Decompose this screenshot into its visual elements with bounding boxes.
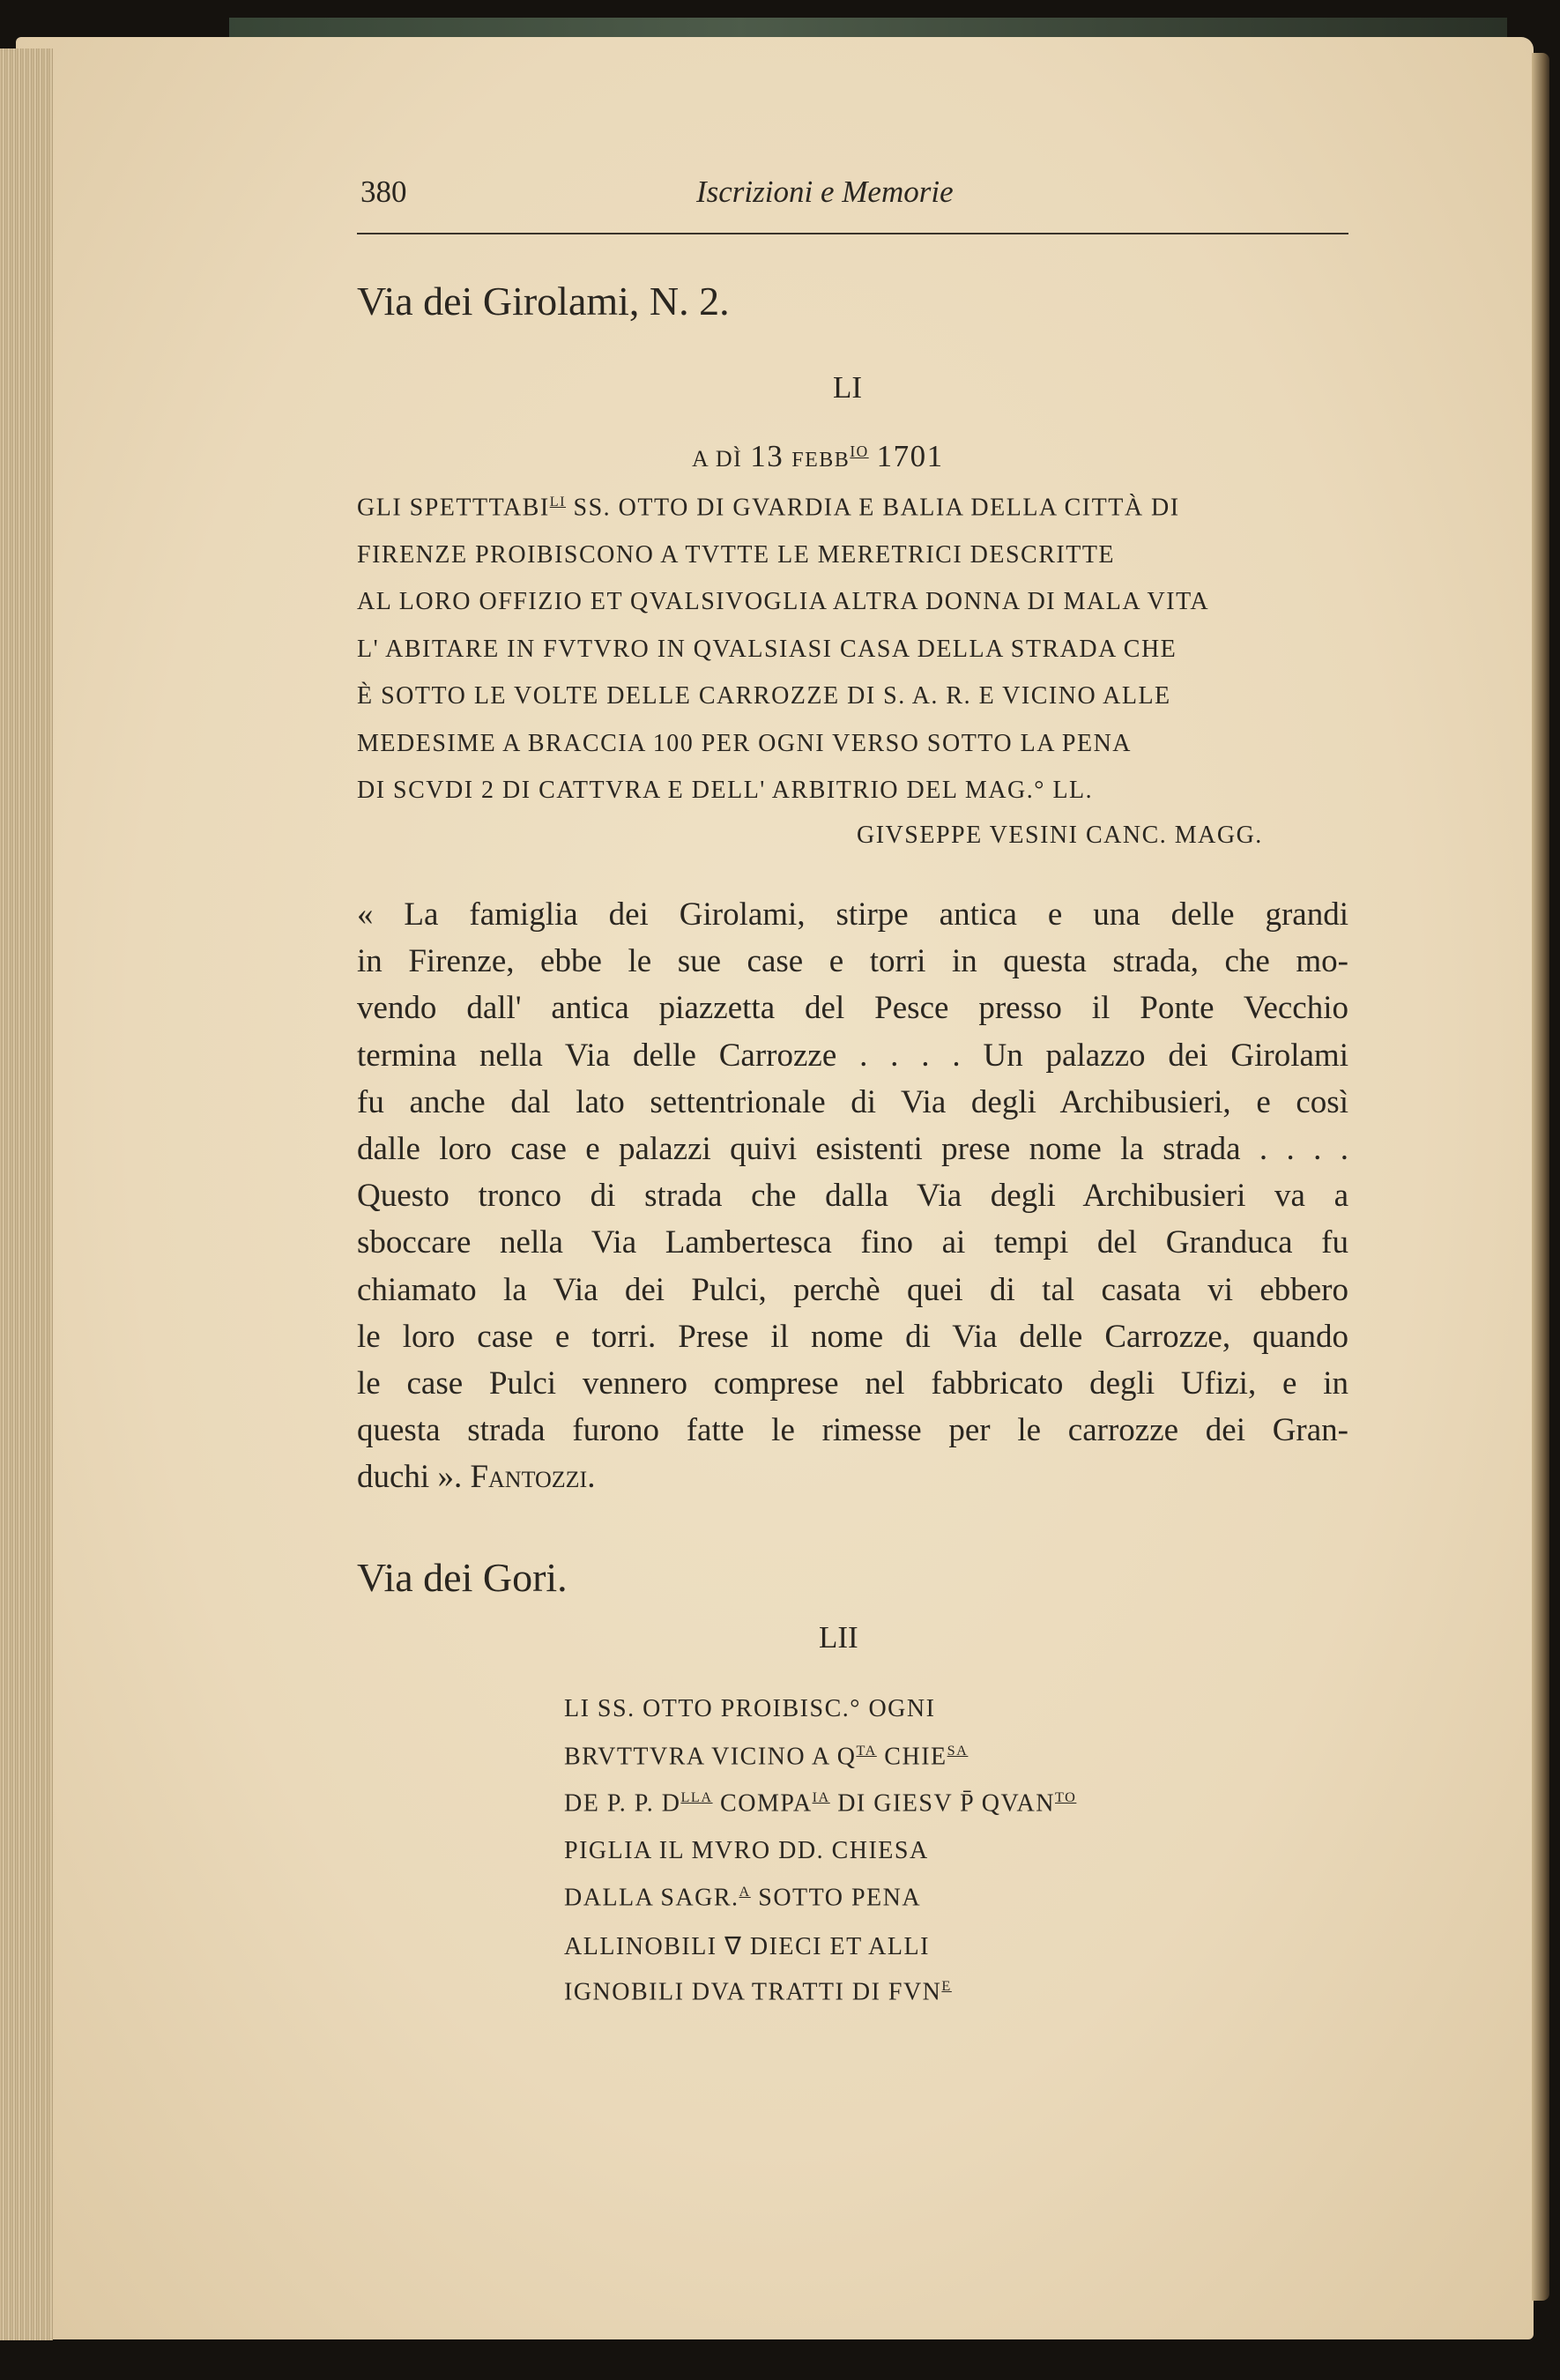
inscription-line	[357, 730, 1132, 758]
commentary-line: chiamato la Via dei Pulci, perchè quei di tal casata vi ebbero	[357, 1271, 1348, 1308]
running-head	[357, 167, 1348, 227]
inscription-text: ALLINOBILI ∇ DIECI ET ALLI	[564, 1932, 930, 1960]
inscription-text: DI SCVDI 2 DI CATTVRA E DELL' ARBITRIO DEL MAG.° LL.	[357, 777, 1094, 804]
inscription-text: CHIE	[876, 1742, 947, 1770]
date-month-sup: IO	[850, 443, 869, 460]
inscription-text: SS. OTTO DI GVARDIA E BALIA DELLA CITTÀ DI	[566, 494, 1180, 522]
superscript: E	[941, 1978, 952, 1994]
commentary-line: le case Pulci vennero comprese nel fabbricato degli Ufizi, e in	[357, 1365, 1348, 1402]
inscription-text: AL LORO OFFIZIO ET QVALSIVOGLIA ALTRA DONNA DI MALA VITA	[357, 588, 1210, 615]
page-number: 380	[360, 175, 407, 209]
inscription-line	[564, 1837, 929, 1865]
inscription-text: COMPA	[712, 1789, 813, 1818]
commentary-line: questa strada furono fatte le rimesse per le carrozze dei Gran-	[357, 1412, 1348, 1449]
inscription-line	[357, 682, 1171, 710]
page-edges-right	[1532, 53, 1549, 2301]
inscription-text: FIRENZE PROIBISCONO A TVTTE LE MERETRICI DESCRITTE	[357, 540, 1116, 569]
commentary-text: duchi ».	[357, 1459, 471, 1496]
commentary-line: Questo tronco di strada che dalla Via degli Archibusieri va a	[357, 1178, 1348, 1215]
inscription-line	[357, 777, 1093, 805]
inscription-line	[564, 1884, 921, 1912]
running-title: Iscrizioni e Memorie	[696, 175, 954, 209]
inscription-line	[357, 541, 1115, 569]
page-content	[357, 167, 1348, 2006]
inscription-line	[564, 1978, 952, 2006]
inscription-text: DI GIESV P̄ QVAN	[829, 1789, 1055, 1818]
commentary-last-line	[357, 1458, 1348, 1496]
inscription-text: DE P. P. D	[564, 1789, 681, 1818]
page-edges-left	[0, 48, 53, 2340]
inscription-line	[564, 1695, 935, 1723]
superscript: TO	[1055, 1789, 1077, 1805]
inscription-date	[692, 439, 944, 474]
inscription-signature: GIVSEPPE VESINI CANC. MAGG.	[857, 822, 1263, 849]
date-month: FEBB	[791, 449, 851, 472]
commentary-line: termina nella Via delle Carrozze . . . . Un palazzo dei Girolami	[357, 1037, 1348, 1074]
inscription-text: IGNOBILI DVA TRATTI DI FVN	[564, 1978, 942, 2006]
inscription-text: L' ABITARE IN FVTVRO IN QVALSIASI CASA DELLA STRADA CHE	[357, 635, 1177, 663]
superscript: SA	[947, 1742, 969, 1759]
commentary-line: fu anche dal lato settentrionale di Via degli Archibusieri, e così	[357, 1083, 1348, 1120]
inscription-line	[564, 1789, 1076, 1818]
section-title-girolami: Via dei Girolami, N. 2.	[357, 279, 730, 324]
inscription-line	[564, 1931, 930, 1961]
inscription-text: SOTTO PENA	[750, 1884, 922, 1912]
inscription-line	[357, 588, 1209, 616]
section-title-gori: Via dei Gori.	[357, 1555, 568, 1600]
inscription-text: DALLA SAGR.	[564, 1884, 739, 1912]
inscription-text: È SOTTO LE VOLTE DELLE CARROZZE DI S. A. R. E VICINO ALLE	[357, 682, 1171, 710]
superscript: IA	[812, 1789, 830, 1805]
inscription-line	[564, 1743, 968, 1771]
inscription-text: PIGLIA IL MVRO DD. CHIESA	[564, 1836, 929, 1864]
date-day: 13	[750, 439, 784, 473]
commentary-line: dalle loro case e palazzi quivi esistenti prese nome la strada . . . .	[357, 1131, 1348, 1167]
commentary-line: sboccare nella Via Lambertesca fino ai tempi del Granduca fu	[357, 1224, 1348, 1261]
commentary-author: Fantozzi.	[470, 1459, 596, 1496]
date-prefix: A DÌ	[692, 446, 743, 472]
inscription-line	[357, 636, 1177, 664]
superscript: TA	[856, 1742, 877, 1759]
superscript: LI	[549, 494, 567, 509]
inscription-line	[357, 494, 1180, 522]
header-rule	[357, 233, 1348, 234]
commentary-line: le loro case e torri. Prese il nome di Via delle Carrozze, quando	[357, 1318, 1348, 1355]
inscription-text: BRVTTVRA VICINO A Q	[564, 1742, 857, 1770]
inscription-number-lii: LII	[819, 1620, 858, 1655]
inscription-text: LI SS. OTTO PROIBISC.° OGNI	[564, 1695, 936, 1722]
inscription-number-li: LI	[833, 370, 863, 405]
inscription-text: MEDESIME A BRACCIA 100 PER OGNI VERSO SOTTO LA PENA	[357, 729, 1133, 757]
commentary-line: « La famiglia dei Girolami, stirpe antica e una delle grandi	[357, 896, 1348, 933]
inscription-text: GLI SPETTTABI	[357, 494, 550, 522]
superscript: A	[739, 1884, 751, 1900]
commentary-line: in Firenze, ebbe le sue case e torri in questa strada, che mo-	[357, 943, 1348, 980]
superscript: LLA	[680, 1789, 713, 1805]
commentary-line: vendo dall' antica piazzetta del Pesce presso il Ponte Vecchio	[357, 990, 1348, 1027]
date-year: 1701	[876, 439, 944, 473]
